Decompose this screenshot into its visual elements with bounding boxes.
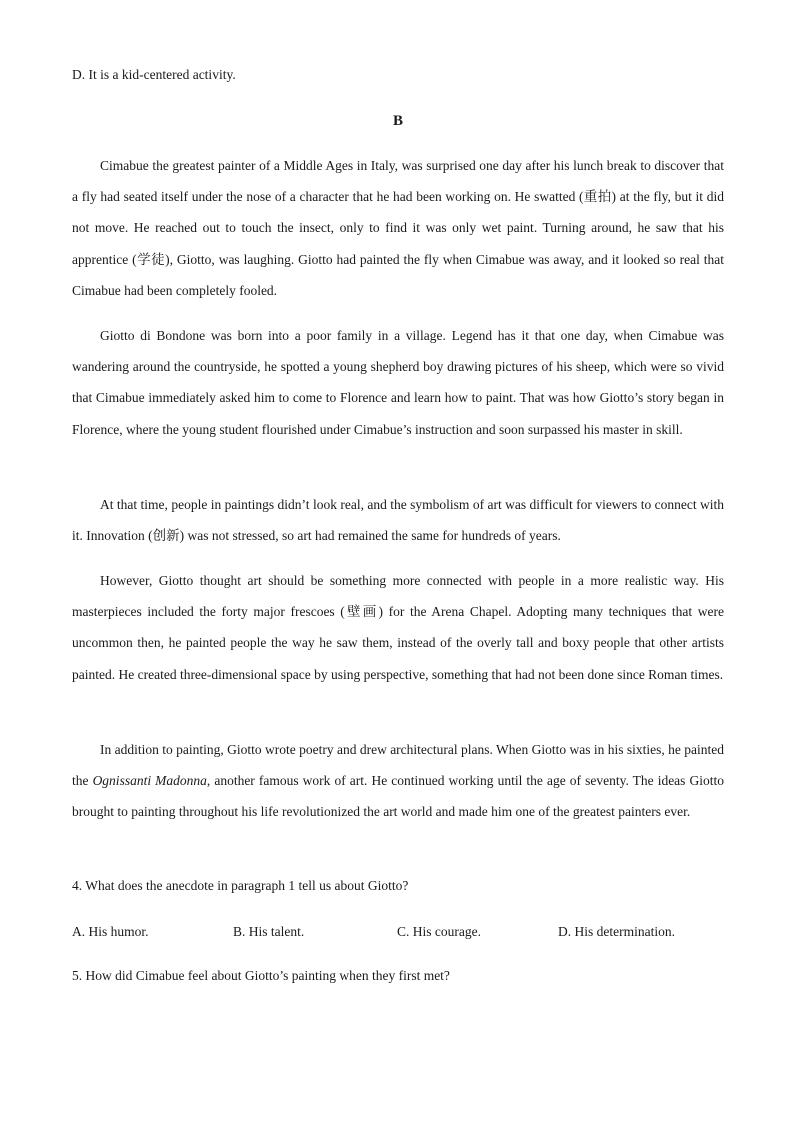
paragraph-3: At that time, people in paintings didn’t look real, and the symbolism of art was difficult for viewers to connect with it. Innovation (创新) was not stressed, so art had remained the same for hundreds of years. [72,497,724,544]
option-a: A. His humor. [72,924,149,939]
paragraph-1: Cimabue the greatest painter of a Middle Ages in Italy, was surprised one day after his lunch break to discover that a fly had seated itself under the nose of a character that he had been working on. He swatted (重拍) at the fly, but it did not move. He reached out to touch the insect, only to find it was only wet paint. Turning around, he saw that his apprentice (学徒), Giotto, was laughing. Giotto had painted the fly when Cimabue was away, and it looked so real that Cimabue had been completely fooled. [72,158,724,298]
question-5: 5. How did Cimabue feel about Giotto’s painting when they first met? [72,968,450,983]
previous-question-option-d: D. It is a kid-centered activity. [72,67,236,82]
paragraph-2: Giotto di Bondone was born into a poor family in a village. Legend has it that one day, when Cimabue was wandering around the countryside, he spotted a young shepherd boy drawing pictures of his sheep, which were so vivid that Cimabue immediately asked him to come to Florence and learn how to paint. That was how Giotto’s story began in Florence, where the young student flourished under Cimabue’s instruction and soon surpassed his master in skill. [72,328,724,437]
question-4: 4. What does the anecdote in paragraph 1 tell us about Giotto? [72,878,409,893]
paragraph-4: However, Giotto thought art should be something more connected with people in a more realistic way. His masterpieces included the forty major frescoes (壁画) for the Arena Chapel. Adopting many techniques that were uncommon then, he painted people the way he saw them, instead of the overly tall and boxy people that other artists painted. He created three-dimensional space by using perspective, something that had not been done since Roman times. [72,573,724,682]
paragraph-5-text-start: In addition to painting, Giotto wrote poetry and drew architectural plans. When Giotto was in his sixties, he painted the [72,742,724,789]
paragraph-5-text-end: , another famous work of art. He continued working until the age of seventy. The ideas Giotto brought to painting throughout his life revolutionized the art world and made him one of the greatest painters ever. [72,773,724,820]
paragraph-5 [72,734,724,828]
option-b: B. His talent. [233,924,305,939]
option-d: D. His determination. [558,924,675,939]
option-c: C. His courage. [397,924,481,939]
artwork-title: Ognissanti Madonna [92,773,207,789]
section-title: B [392,113,403,129]
